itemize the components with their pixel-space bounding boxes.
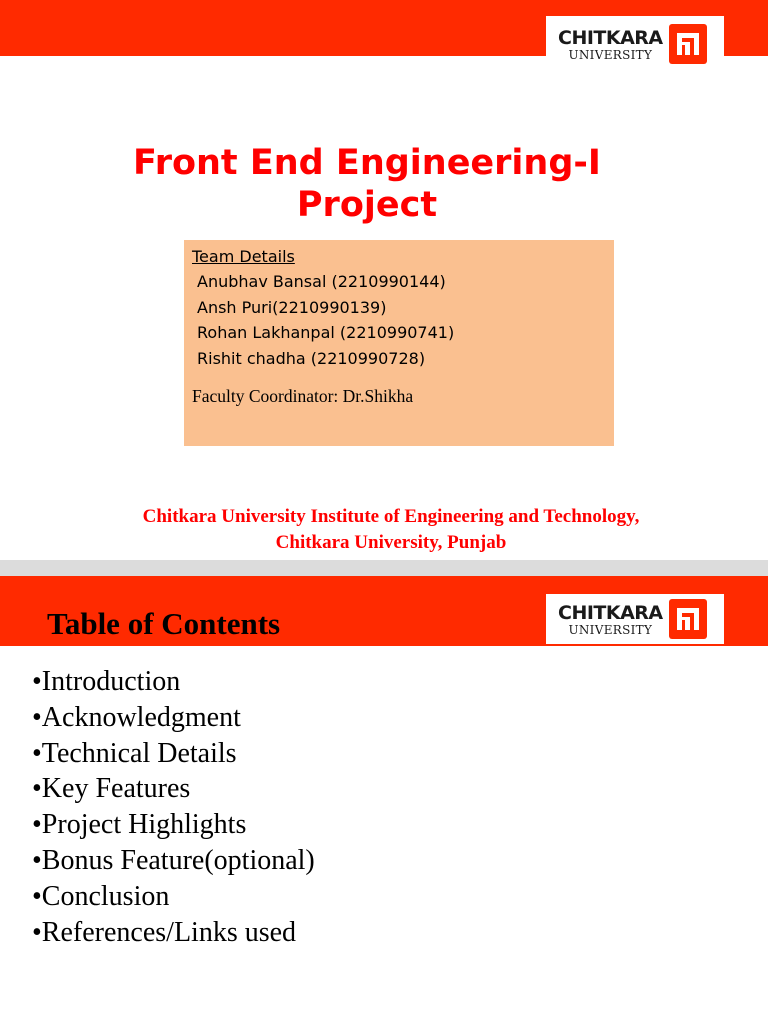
toc-item: •References/Links used [32, 916, 297, 948]
team-member: Rohan Lakhanpal (2210990741) [197, 323, 455, 342]
institute-name [0, 504, 768, 556]
toc-list [32, 664, 315, 950]
toc-item: •Project Highlights [32, 809, 247, 841]
team-heading: Team Details [192, 247, 295, 266]
team-details-box [184, 240, 614, 446]
logo-name: CHITKARA [558, 601, 663, 624]
institute-line1: Chitkara University Institute of Engineering and Technology, [142, 506, 640, 527]
toc-item: •Acknowledgment [32, 701, 241, 733]
university-logo [546, 16, 724, 72]
logo-wordmark [558, 602, 663, 637]
toc-item: •Technical Details [32, 737, 237, 769]
university-logo [546, 594, 724, 644]
team-member: Ansh Puri(2210990139) [197, 297, 387, 317]
chitkara-logo-mark-icon [669, 599, 707, 639]
slide-separator [0, 560, 768, 576]
project-title-line1: Front End Engineering-I [133, 143, 601, 183]
toc-title: Table of Contents [47, 606, 281, 641]
team-member: Rishit chadha (2210990728) [197, 348, 426, 368]
team-member: Anubhav Bansal (2210990144) [197, 272, 446, 291]
toc-item: •Key Features [32, 773, 191, 805]
logo-subtitle: UNIVERSITY [568, 622, 653, 637]
faculty-coordinator: Faculty Coordinator: Dr.Shikha [192, 386, 414, 406]
institute-line2: Chitkara University, Punjab [275, 532, 507, 553]
logo-wordmark [558, 27, 663, 62]
chitkara-logo-mark-icon [669, 24, 707, 64]
project-title [0, 142, 734, 226]
toc-item: •Bonus Feature(optional) [32, 844, 315, 876]
logo-name: CHITKARA [558, 26, 663, 49]
table-of-contents-slide [0, 576, 768, 1024]
toc-item: •Introduction [32, 666, 181, 697]
project-title-line2: Project [296, 185, 438, 225]
toc-item: •Conclusion [32, 880, 170, 912]
logo-subtitle: UNIVERSITY [568, 47, 653, 62]
